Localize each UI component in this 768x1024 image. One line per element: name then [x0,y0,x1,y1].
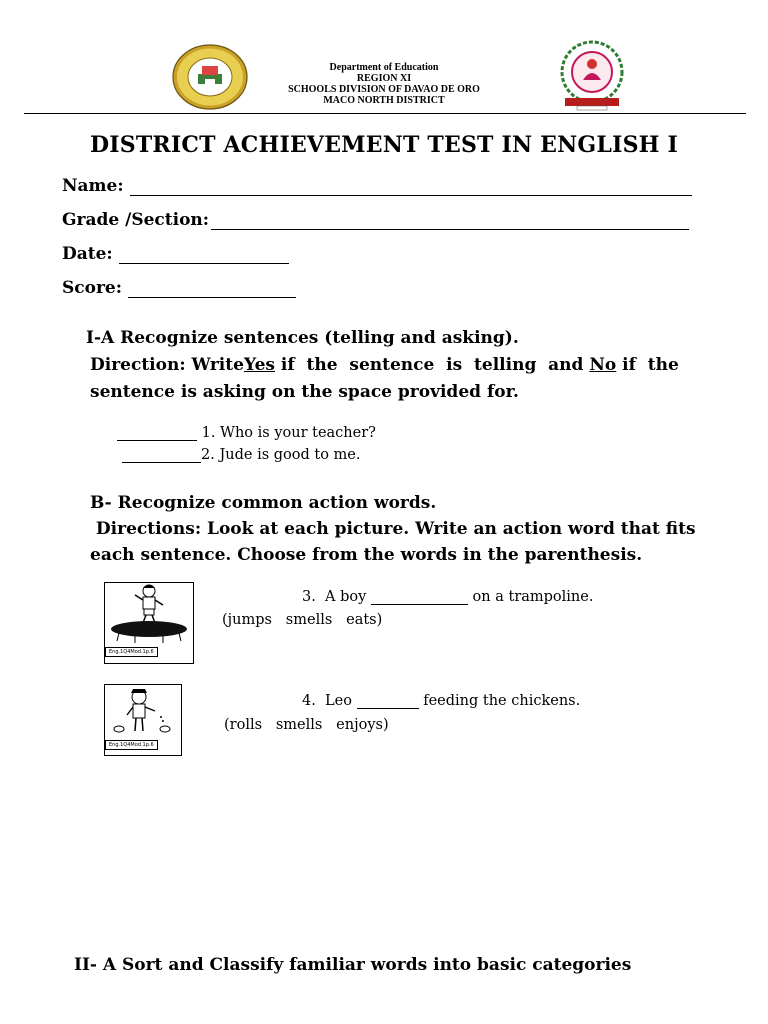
partb-direction-1: Directions: Look at each picture. Write an action word that fits [90,519,696,539]
direction-mid: if the sentence is telling and [275,355,590,375]
district-logo [553,40,631,112]
grade-section-label: Grade /Section: [62,210,210,230]
header-line-division: SCHOOLS DIVISION OF DAVAO DE ORO [288,84,480,95]
yes-word: Yes [243,355,275,375]
trampoline-picture [104,582,194,664]
name-label: Name: [62,176,124,196]
header-rule [24,113,746,114]
partb-heading: B- Recognize common action words. [90,493,437,513]
name-line[interactable] [130,177,692,196]
direction-lead: Direction: Write [90,355,244,375]
page-title: DISTRICT ACHIEVEMENT TEST IN ENGLISH I [89,132,679,158]
direction-tail: if the [616,355,679,375]
q3-prefix: 3. A boy [302,589,371,605]
name-field [62,176,692,196]
grade-section-line[interactable] [211,211,689,230]
date-field [62,244,289,264]
picture-source-label: Eng.1Q4Mod.1p.6 [105,647,158,657]
item-2 [122,447,361,463]
date-label: Date: [62,244,113,264]
question-3 [302,589,593,605]
no-word: No [589,355,617,375]
item-1 [117,425,376,441]
item-2-blank[interactable] [122,448,201,463]
item-1-text: 1. Who is your teacher? [201,425,376,441]
part1a-heading: I-A Recognize sentences (telling and asking). [86,328,519,348]
score-line[interactable] [128,279,296,298]
partb-direction-2: each sentence. Choose from the words in the parenthesis. [90,545,643,565]
item-2-text: 2. Jude is good to me. [201,447,361,463]
score-label: Score: [62,278,123,298]
item-1-blank[interactable] [117,426,197,441]
part1a-direction [90,352,724,379]
q3-suffix: on a trampoline. [467,589,594,605]
header-line-deped: Department of Education [329,62,439,73]
question-4-choices: (rolls smells enjoys) [224,717,389,733]
picture-source-label-2: Eng.1Q4Mod.1p.6 [105,740,158,750]
question-4 [302,693,580,709]
part2-heading: II- A Sort and Classify familiar words into basic categories [74,955,632,975]
date-line[interactable] [119,245,289,264]
q4-blank[interactable] [357,694,419,709]
header-line-district: MACO NORTH DISTRICT [323,95,445,106]
q4-suffix: feeding the chickens. [418,693,581,709]
part1a-direction-line2: sentence is asking on the space provided for. [90,382,519,402]
question-3-choices: (jumps smells eats) [222,612,383,628]
feeding-chickens-picture [104,684,182,756]
q4-prefix: 4. Leo [302,693,357,709]
score-field [62,278,296,298]
header-line-region: REGION XI [356,73,412,84]
q3-blank[interactable] [371,590,468,605]
grade-section-field [62,210,689,230]
